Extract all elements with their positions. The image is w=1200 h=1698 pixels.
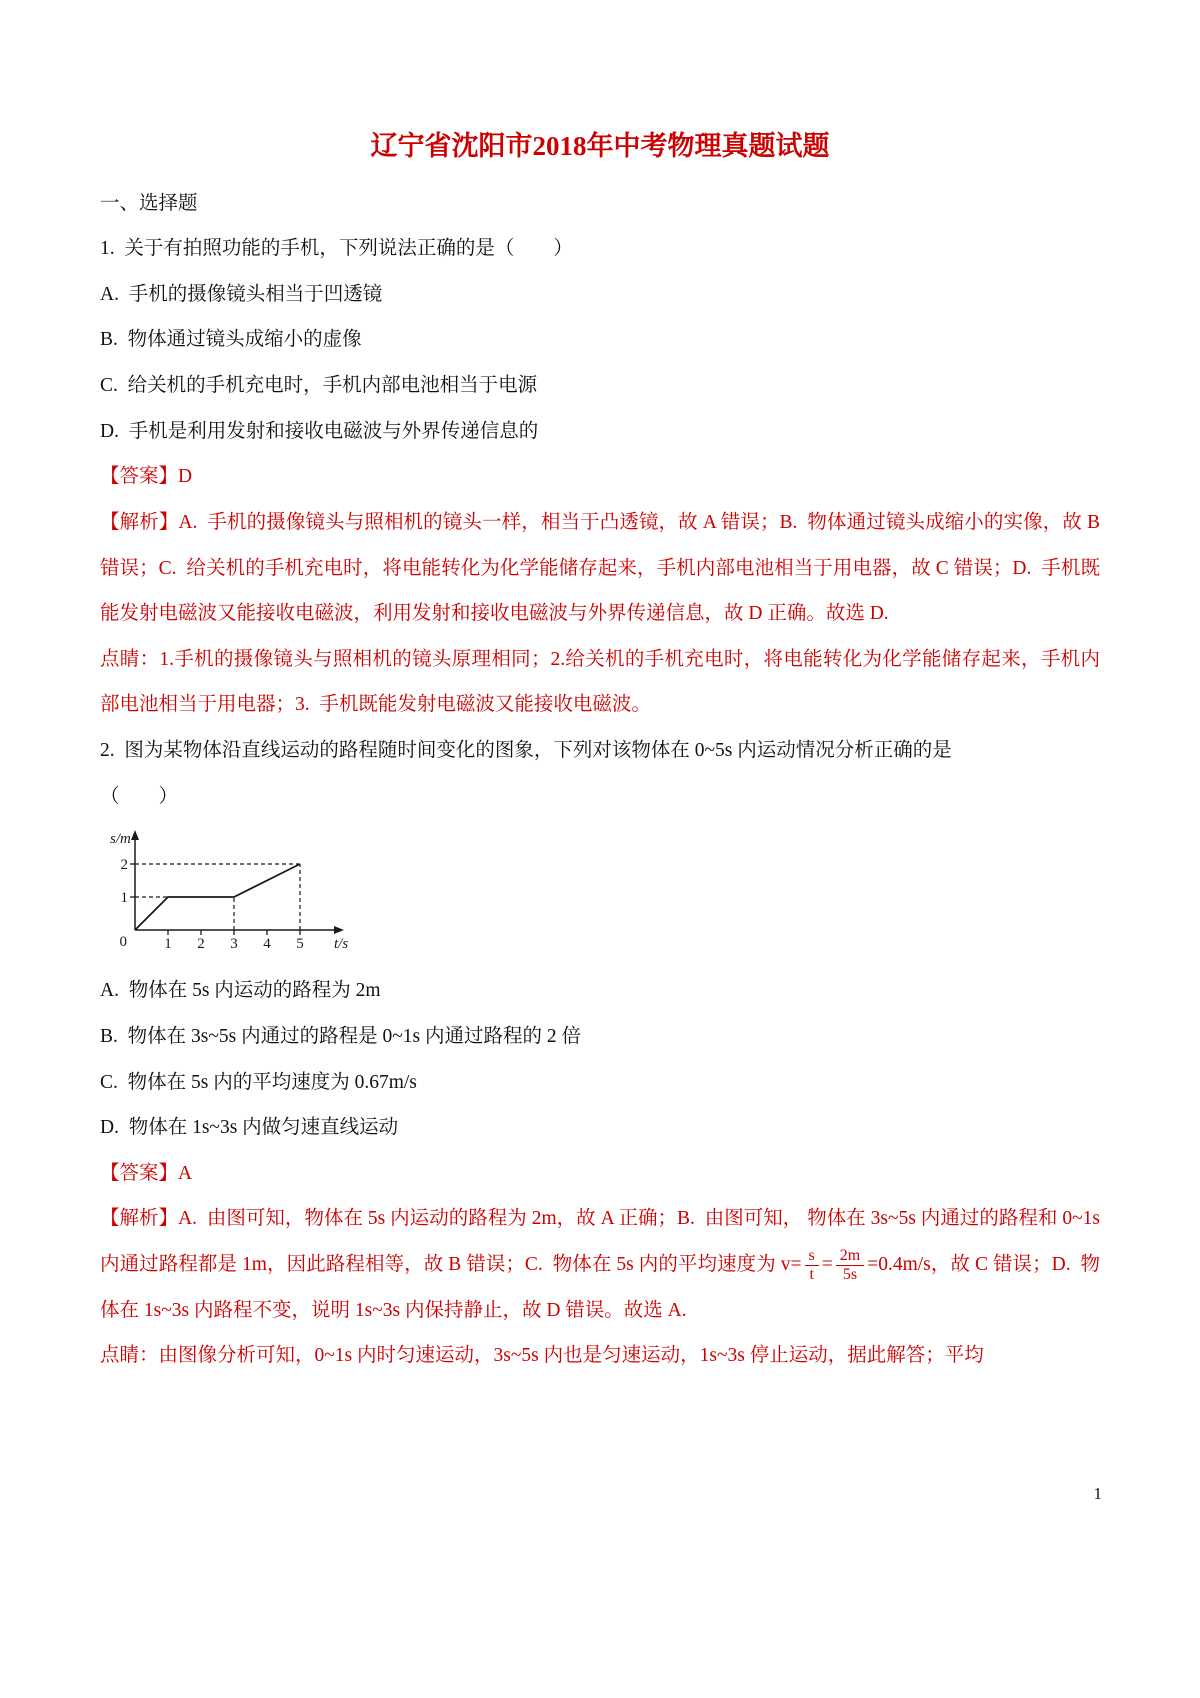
question-2-stem: 2. 图为某物体沿直线运动的路程随时间变化的图象，下列对该物体在 0~5s 内运动情况分析正确的是: [100, 740, 952, 761]
question-1-stem: 1. 关于有拍照功能的手机，下列说法正确的是（ ）: [100, 238, 573, 260]
distance-time-graph-svg: [100, 825, 370, 959]
x-axis-label: t/s: [334, 936, 349, 953]
equals-sign: =: [821, 1254, 833, 1275]
answer-value: A: [178, 1162, 193, 1184]
x-tick-1: 1: [164, 936, 172, 953]
question-2-option-a: A. 物体在 5s 内运动的路程为 2m: [100, 980, 381, 1002]
origin-label: 0: [119, 934, 127, 951]
answer-label: 【答案】: [100, 466, 179, 488]
x-tick-4: 4: [263, 936, 271, 953]
analysis-label: 【解析】: [100, 511, 179, 533]
tick-marks: [130, 864, 300, 935]
y-axis-label: s/m: [110, 831, 131, 848]
question-2-answer-line: [100, 1151, 1100, 1197]
question-1-analysis: [100, 500, 1100, 637]
question-1-answer-line: [100, 454, 1100, 500]
question-2-option-d: D. 物体在 1s~3s 内做匀速直线运动: [100, 1117, 399, 1139]
question-2-stem-continued: （ ）: [100, 785, 179, 807]
question-2-tips: 点睛：由图像分析可知，0~1s 内时匀速运动，3s~5s 内也是匀速运动，1s~3s 停止运动，据此解答；平均: [100, 1345, 984, 1367]
section-heading: 一、选择题: [100, 192, 198, 214]
page-number: 1: [1093, 1484, 1102, 1503]
question-2-option-c: C. 物体在 5s 内的平均速度为 0.67m/s: [100, 1071, 417, 1093]
question-1-option-b: B. 物体通过镜头成缩小的虚像: [100, 329, 362, 351]
y-tick-1: 1: [120, 890, 128, 907]
question-2-analysis: [100, 1196, 1100, 1333]
x-tick-5: 5: [296, 936, 304, 953]
x-tick-3: 3: [230, 936, 238, 953]
analysis-text: A. 手机的摄像镜头与照相机的镜头一样，相当于凸透镜，故 A 错误；B. 物体通过镜头成缩小的实像，故 B 错误；C. 给关机的手机充电时，将电能转化为化学能储存起来，手机内部电池相当于用电器，故 C 错误；D. 手机既能发射电磁波又能接收电磁波，利用发射和接收电磁波与外界传递信息，故 D 正确。故选 D.: [100, 511, 1100, 625]
x-axis-arrow-icon: [334, 926, 344, 934]
y-axis-arrow-icon: [131, 830, 139, 840]
exam-title: 辽宁省沈阳市2018年中考物理真题试题: [370, 131, 830, 161]
fraction-2m-over-5s: $\frac{2m}{5s}$: [836, 1247, 864, 1285]
question-2-option-b: B. 物体在 3s~5s 内通过的路程是 0~1s 内通过路程的 2 倍: [100, 1025, 581, 1047]
fraction-s-over-t: $\frac{s}{t}$: [805, 1247, 819, 1285]
answer-value: D: [178, 466, 193, 488]
analysis-text-post: 0.4m/s，故 C 错误；D. 物体在 1s~3s 内路程不变，说明 1s~3s 内保持静止，故 D 错误。故选 A.: [100, 1254, 1100, 1321]
analysis-text-pre: A. 由图可知，物体在 5s 内运动的路程为 2m，故 A 正确；B. 由图可知， 物体在 3s~5s 内通过的路程和 0~1s 内通过路程都是 1m，因此路程相等，故 B 错误；C. 物体在 5s 内的平均速度为 v=: [100, 1208, 1100, 1275]
x-tick-2: 2: [197, 936, 205, 953]
question-1-option-d: D. 手机是利用发射和接收电磁波与外界传递信息的: [100, 420, 539, 442]
question-1-tips: 点睛：1.手机的摄像镜头与照相机的镜头原理相同；2.给关机的手机充电时，将电能转化为化学能储存起来，手机内部电池相当于用电器；3. 手机既能发射电磁波又能接收电磁波。: [100, 648, 1100, 716]
analysis-label: 【解析】: [100, 1208, 179, 1230]
distance-time-graph: [100, 825, 1100, 964]
question-1-option-c: C. 给关机的手机充电时，手机内部电池相当于电源: [100, 375, 538, 396]
question-1-option-a: A. 手机的摄像镜头相当于凹透镜: [100, 283, 383, 305]
answer-label: 【答案】: [100, 1162, 179, 1184]
equals-sign: =: [867, 1254, 879, 1275]
y-tick-2: 2: [120, 857, 128, 874]
